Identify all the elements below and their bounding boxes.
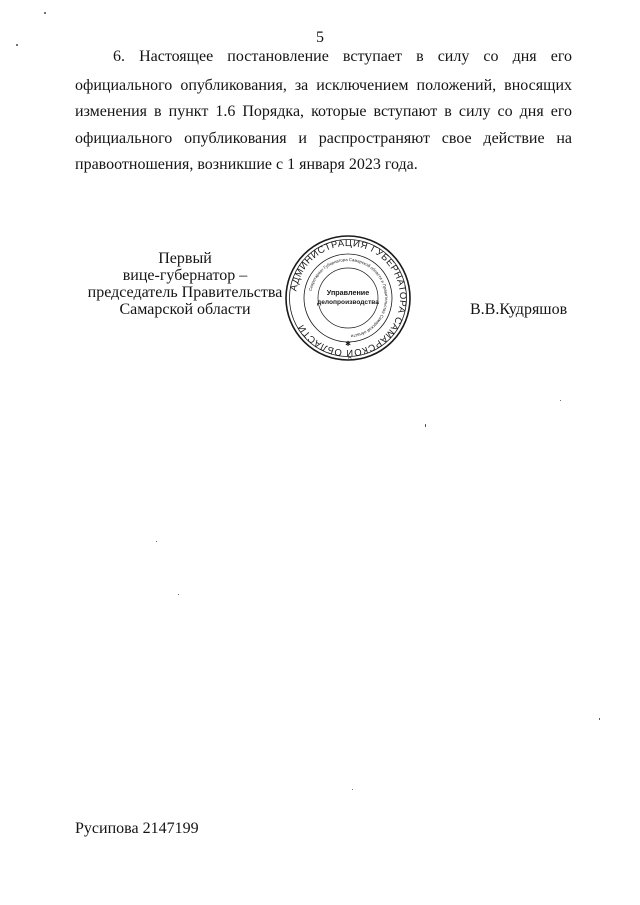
seal-inner-text: Секретариат Губернатора Самарской области и Правительства Самарской области xyxy=(307,256,390,339)
scan-speck xyxy=(44,12,46,14)
seal-outer-text: АДМИНИСТРАЦИЯ ГУБЕРНАТОРА САМАРСКОЙ ОБЛАСТИ xyxy=(288,237,409,359)
signer-title-line: председатель Правительства xyxy=(87,284,283,301)
scan-speck xyxy=(178,594,179,595)
scan-speck xyxy=(599,718,600,720)
scan-speck xyxy=(560,400,561,401)
paragraph-line: официального опубликования и распространяют свое действие на xyxy=(75,130,572,147)
paragraph-line: изменения в пункт 1.6 Порядка, которые вступают в силу со дня его xyxy=(75,103,572,120)
scan-speck xyxy=(425,424,426,427)
executor-note: Русипова 2147199 xyxy=(75,820,199,837)
signer-title-line: Первый xyxy=(158,250,212,267)
signer-title xyxy=(60,250,310,318)
scan-speck xyxy=(16,44,18,46)
official-seal-stamp xyxy=(283,233,413,363)
svg-text:Секретариат Губернатора Самарс xyxy=(308,257,389,339)
scan-speck xyxy=(156,541,157,542)
paragraph-line: 6. Настоящее постановление вступает в силу со дня его xyxy=(113,48,572,65)
signer-title-line: вице-губернатор – xyxy=(122,267,248,284)
signer-name: В.В.Кудряшов xyxy=(470,301,568,318)
seal-center-line-1: Управление xyxy=(326,288,370,297)
page-number: 5 xyxy=(316,29,324,46)
paragraph-line: официального опубликования, за исключением положений, вносящих xyxy=(75,77,572,94)
paragraph-line: правоотношения, возникшие с 1 января 2023 года. xyxy=(75,156,418,173)
seal-star-icon: ✱ xyxy=(345,340,351,348)
scan-speck xyxy=(352,789,353,790)
seal-graphic xyxy=(283,233,413,363)
signer-title-line: Самарской области xyxy=(119,301,251,318)
seal-center-line-2: делопроизводства xyxy=(317,299,379,306)
